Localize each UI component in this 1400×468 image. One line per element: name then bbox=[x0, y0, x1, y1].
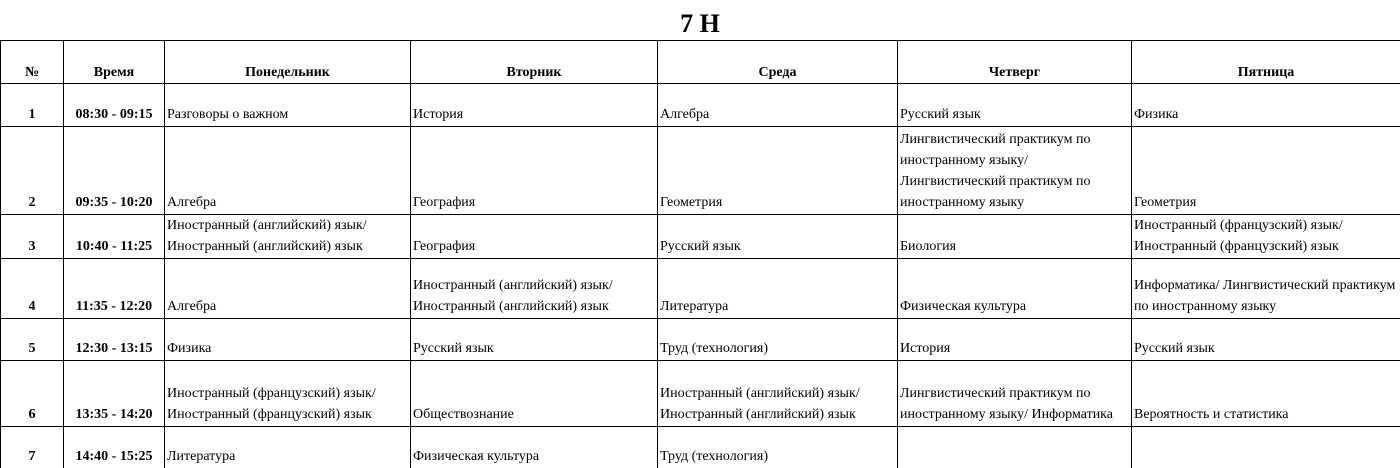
wednesday-cell: Русский язык bbox=[658, 215, 898, 259]
monday-cell: Иностранный (английский) язык/ Иностранный (английский) язык bbox=[165, 215, 411, 259]
header-monday: Понедельник bbox=[165, 41, 411, 84]
table-row bbox=[1, 259, 1400, 319]
monday-cell: Литература bbox=[165, 427, 411, 468]
thursday-cell bbox=[898, 427, 1132, 468]
friday-cell: Геометрия bbox=[1132, 127, 1400, 215]
tuesday-cell: История bbox=[411, 84, 658, 127]
header-friday: Пятница bbox=[1132, 41, 1400, 84]
schedule-table bbox=[0, 40, 1400, 468]
monday-cell: Физика bbox=[165, 319, 411, 361]
table-row bbox=[1, 127, 1400, 215]
lesson-time: 08:30 - 09:15 bbox=[64, 84, 165, 127]
wednesday-cell: Иностранный (английский) язык/ Иностранный (английский) язык bbox=[658, 361, 898, 427]
lesson-time: 10:40 - 11:25 bbox=[64, 215, 165, 259]
tuesday-cell: Русский язык bbox=[411, 319, 658, 361]
lesson-number: 3 bbox=[1, 215, 64, 259]
wednesday-cell: Литература bbox=[658, 259, 898, 319]
header-number: № bbox=[1, 41, 64, 84]
monday-cell: Разговоры о важном bbox=[165, 84, 411, 127]
table-row bbox=[1, 215, 1400, 259]
lesson-number: 5 bbox=[1, 319, 64, 361]
lesson-time: 13:35 - 14:20 bbox=[64, 361, 165, 427]
monday-cell: Алгебра bbox=[165, 127, 411, 215]
lesson-number: 2 bbox=[1, 127, 64, 215]
header-time: Время bbox=[64, 41, 165, 84]
table-row bbox=[1, 427, 1400, 468]
lesson-time: 12:30 - 13:15 bbox=[64, 319, 165, 361]
header-wednesday: Среда bbox=[658, 41, 898, 84]
page-title: 7 Н bbox=[0, 8, 1400, 40]
table-row bbox=[1, 84, 1400, 127]
friday-cell bbox=[1132, 427, 1400, 468]
monday-cell: Иностранный (французский) язык/ Иностранный (французский) язык bbox=[165, 361, 411, 427]
wednesday-cell: Труд (технология) bbox=[658, 427, 898, 468]
friday-cell: Физика bbox=[1132, 84, 1400, 127]
thursday-cell: Лингвистический практикум по иностранному языку/ Лингвистический практикум по иностранному языку bbox=[898, 127, 1132, 215]
friday-cell: Вероятность и статистика bbox=[1132, 361, 1400, 427]
thursday-cell: Лингвистический практикум по иностранному языку/ Информатика bbox=[898, 361, 1132, 427]
tuesday-cell: Физическая культура bbox=[411, 427, 658, 468]
header-tuesday: Вторник bbox=[411, 41, 658, 84]
tuesday-cell: География bbox=[411, 215, 658, 259]
wednesday-cell: Труд (технология) bbox=[658, 319, 898, 361]
monday-cell: Алгебра bbox=[165, 259, 411, 319]
lesson-time: 11:35 - 12:20 bbox=[64, 259, 165, 319]
friday-cell: Иностранный (французский) язык/ Иностранный (французский) язык bbox=[1132, 215, 1400, 259]
lesson-time: 14:40 - 15:25 bbox=[64, 427, 165, 468]
lesson-number: 4 bbox=[1, 259, 64, 319]
header-row bbox=[1, 41, 1400, 84]
tuesday-cell: Обществознание bbox=[411, 361, 658, 427]
thursday-cell: Биология bbox=[898, 215, 1132, 259]
thursday-cell: История bbox=[898, 319, 1132, 361]
lesson-time: 09:35 - 10:20 bbox=[64, 127, 165, 215]
tuesday-cell: География bbox=[411, 127, 658, 215]
lesson-number: 7 bbox=[1, 427, 64, 468]
table-row bbox=[1, 319, 1400, 361]
friday-cell: Русский язык bbox=[1132, 319, 1400, 361]
table-row bbox=[1, 361, 1400, 427]
wednesday-cell: Алгебра bbox=[658, 84, 898, 127]
friday-cell: Информатика/ Лингвистический практикум по иностранному языку bbox=[1132, 259, 1400, 319]
lesson-number: 1 bbox=[1, 84, 64, 127]
lesson-number: 6 bbox=[1, 361, 64, 427]
tuesday-cell: Иностранный (английский) язык/ Иностранный (английский) язык bbox=[411, 259, 658, 319]
header-thursday: Четверг bbox=[898, 41, 1132, 84]
thursday-cell: Физическая культура bbox=[898, 259, 1132, 319]
thursday-cell: Русский язык bbox=[898, 84, 1132, 127]
wednesday-cell: Геометрия bbox=[658, 127, 898, 215]
